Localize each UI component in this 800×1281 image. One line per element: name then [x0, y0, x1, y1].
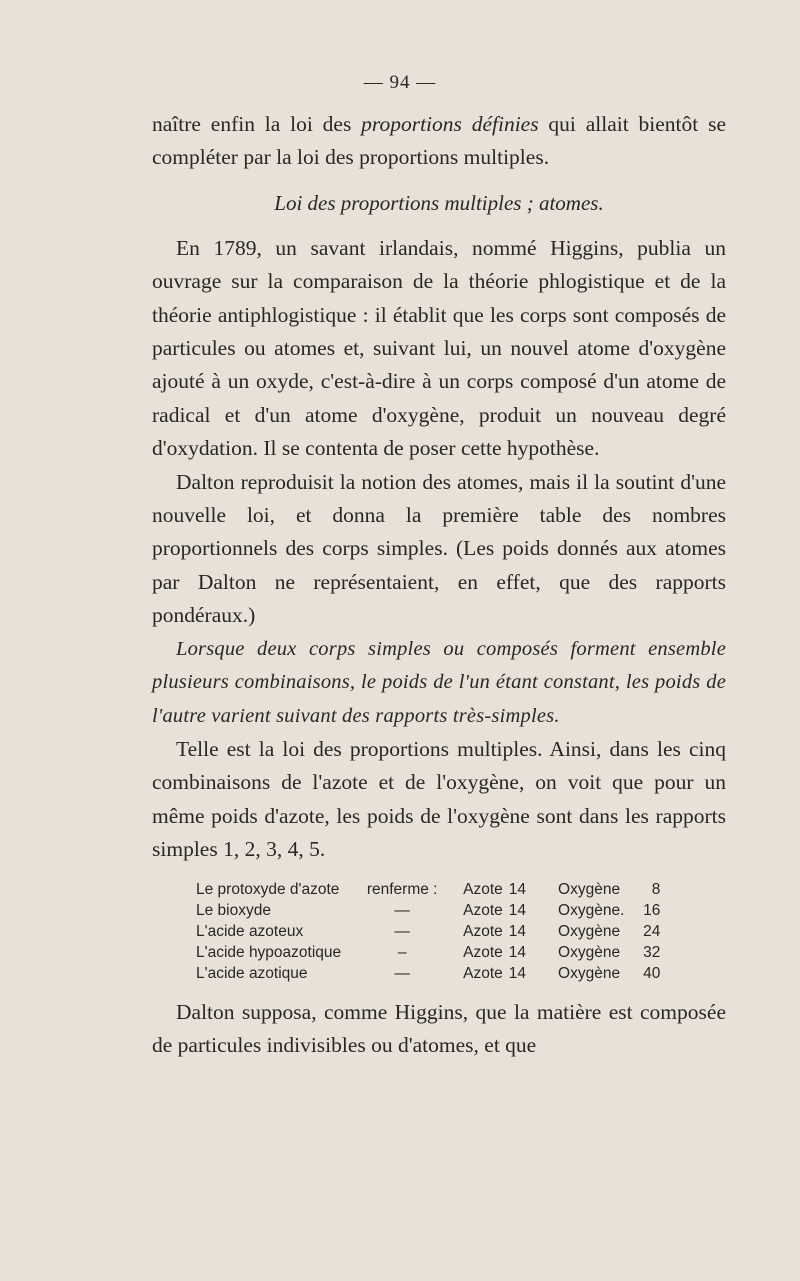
table-row — [196, 942, 666, 963]
nitrogen-weight: 14 — [508, 880, 527, 898]
paragraph-higgins: En 1789, un savant irlandais, nommé Higgins, publia un ouvrage sur la comparaison de la théorie phlogistique et de la théorie antiphlogistique : il établit que les corps sont composés de particules ou atomes et, suivant lui, un nouvel atome d'oxygène ajouté à un oxyde, c'est-à-dire à un corps composé d'un atome de radical et d'un atome d'oxygène, produit un nouveau degré d'oxydation. Il se contenta de poser cette hypothèse. — [152, 235, 726, 461]
link-word: — — [394, 922, 410, 940]
table-row — [196, 879, 666, 900]
opening-text-before: naître enfin la loi des — [152, 112, 362, 136]
paragraph-dalton: Dalton reproduisit la notion des atomes, mais il la soutint d'une nouvelle loi, et donna la première table des nombres proportionnels des corps simples. (Les poids donnés aux atomes par Dalton ne représentaient, en effet, que des rapports pondéraux.) — [152, 469, 726, 628]
link-word: renferme : — [366, 880, 438, 898]
opening-text-after: qui allait bientôt se compléter par la loi des proportions multiples. — [152, 112, 726, 170]
nitrogen-weight: 14 — [508, 964, 527, 982]
table-row — [196, 963, 666, 984]
oxygen-weight: 32 — [643, 943, 661, 961]
nitrogen-weight: 14 — [508, 922, 527, 940]
nitrogen-label: Azote — [463, 901, 503, 919]
table-row — [196, 900, 666, 921]
oxygen-weight: 40 — [643, 964, 661, 982]
paragraph-final: Dalton supposa, comme Higgins, que la matière est composée de particules indivisibles ou d'atomes, et que — [152, 999, 726, 1057]
nitrogen-weight: 14 — [508, 943, 527, 961]
paragraph-example: Telle est la loi des proportions multiples. Ainsi, dans les cinq combinaisons de l'azote et de l'oxygène, on voit que pour un même poids d'azote, les poids de l'oxygène sont dans les rapports simples 1, 2, 3, 4, 5. — [152, 736, 726, 862]
compound-name: L'acide azotique — [196, 964, 308, 982]
oxygen-label: Oxygène — [558, 922, 621, 940]
nitrogen-label: Azote — [463, 880, 503, 898]
oxygen-label: Oxygène — [558, 880, 621, 898]
oxygen-label: Oxygène — [558, 964, 621, 982]
nitrogen-label: Azote — [463, 922, 503, 940]
nitrogen-label: Azote — [463, 943, 503, 961]
body-text — [152, 108, 726, 1062]
nitrogen-label: Azote — [463, 964, 503, 982]
link-word: – — [397, 943, 407, 961]
oxygen-label: Oxygène. — [558, 901, 625, 919]
link-word: — — [394, 964, 410, 982]
compound-name: Le protoxyde d'azote — [196, 880, 340, 898]
oxygen-weight: 16 — [643, 901, 661, 919]
section-heading: Loi des proportions multiples ; atomes. — [274, 190, 604, 215]
oxygen-label: Oxygène — [558, 943, 621, 961]
opening-paragraph — [152, 108, 726, 175]
law-statement: Lorsque deux corps simples ou composés forment ensemble plusieurs combinaisons, le poids de l'un étant constant, les poids de l'autre varient suivant des rapports très-simples. — [152, 637, 726, 727]
compound-name: L'acide hypoazotique — [196, 943, 342, 961]
oxygen-weight: 8 — [651, 880, 661, 898]
page-number: — 94 — — [363, 72, 437, 93]
table-row — [196, 921, 666, 942]
oxygen-weight: 24 — [643, 922, 661, 940]
link-word: — — [394, 901, 410, 919]
opening-emphasis: proportions définies — [361, 112, 539, 136]
nitrogen-weight: 14 — [508, 901, 527, 919]
nitrogen-oxygen-table — [196, 879, 666, 984]
compound-name: L'acide azoteux — [196, 922, 304, 940]
compound-name: Le bioxyde — [196, 901, 271, 919]
